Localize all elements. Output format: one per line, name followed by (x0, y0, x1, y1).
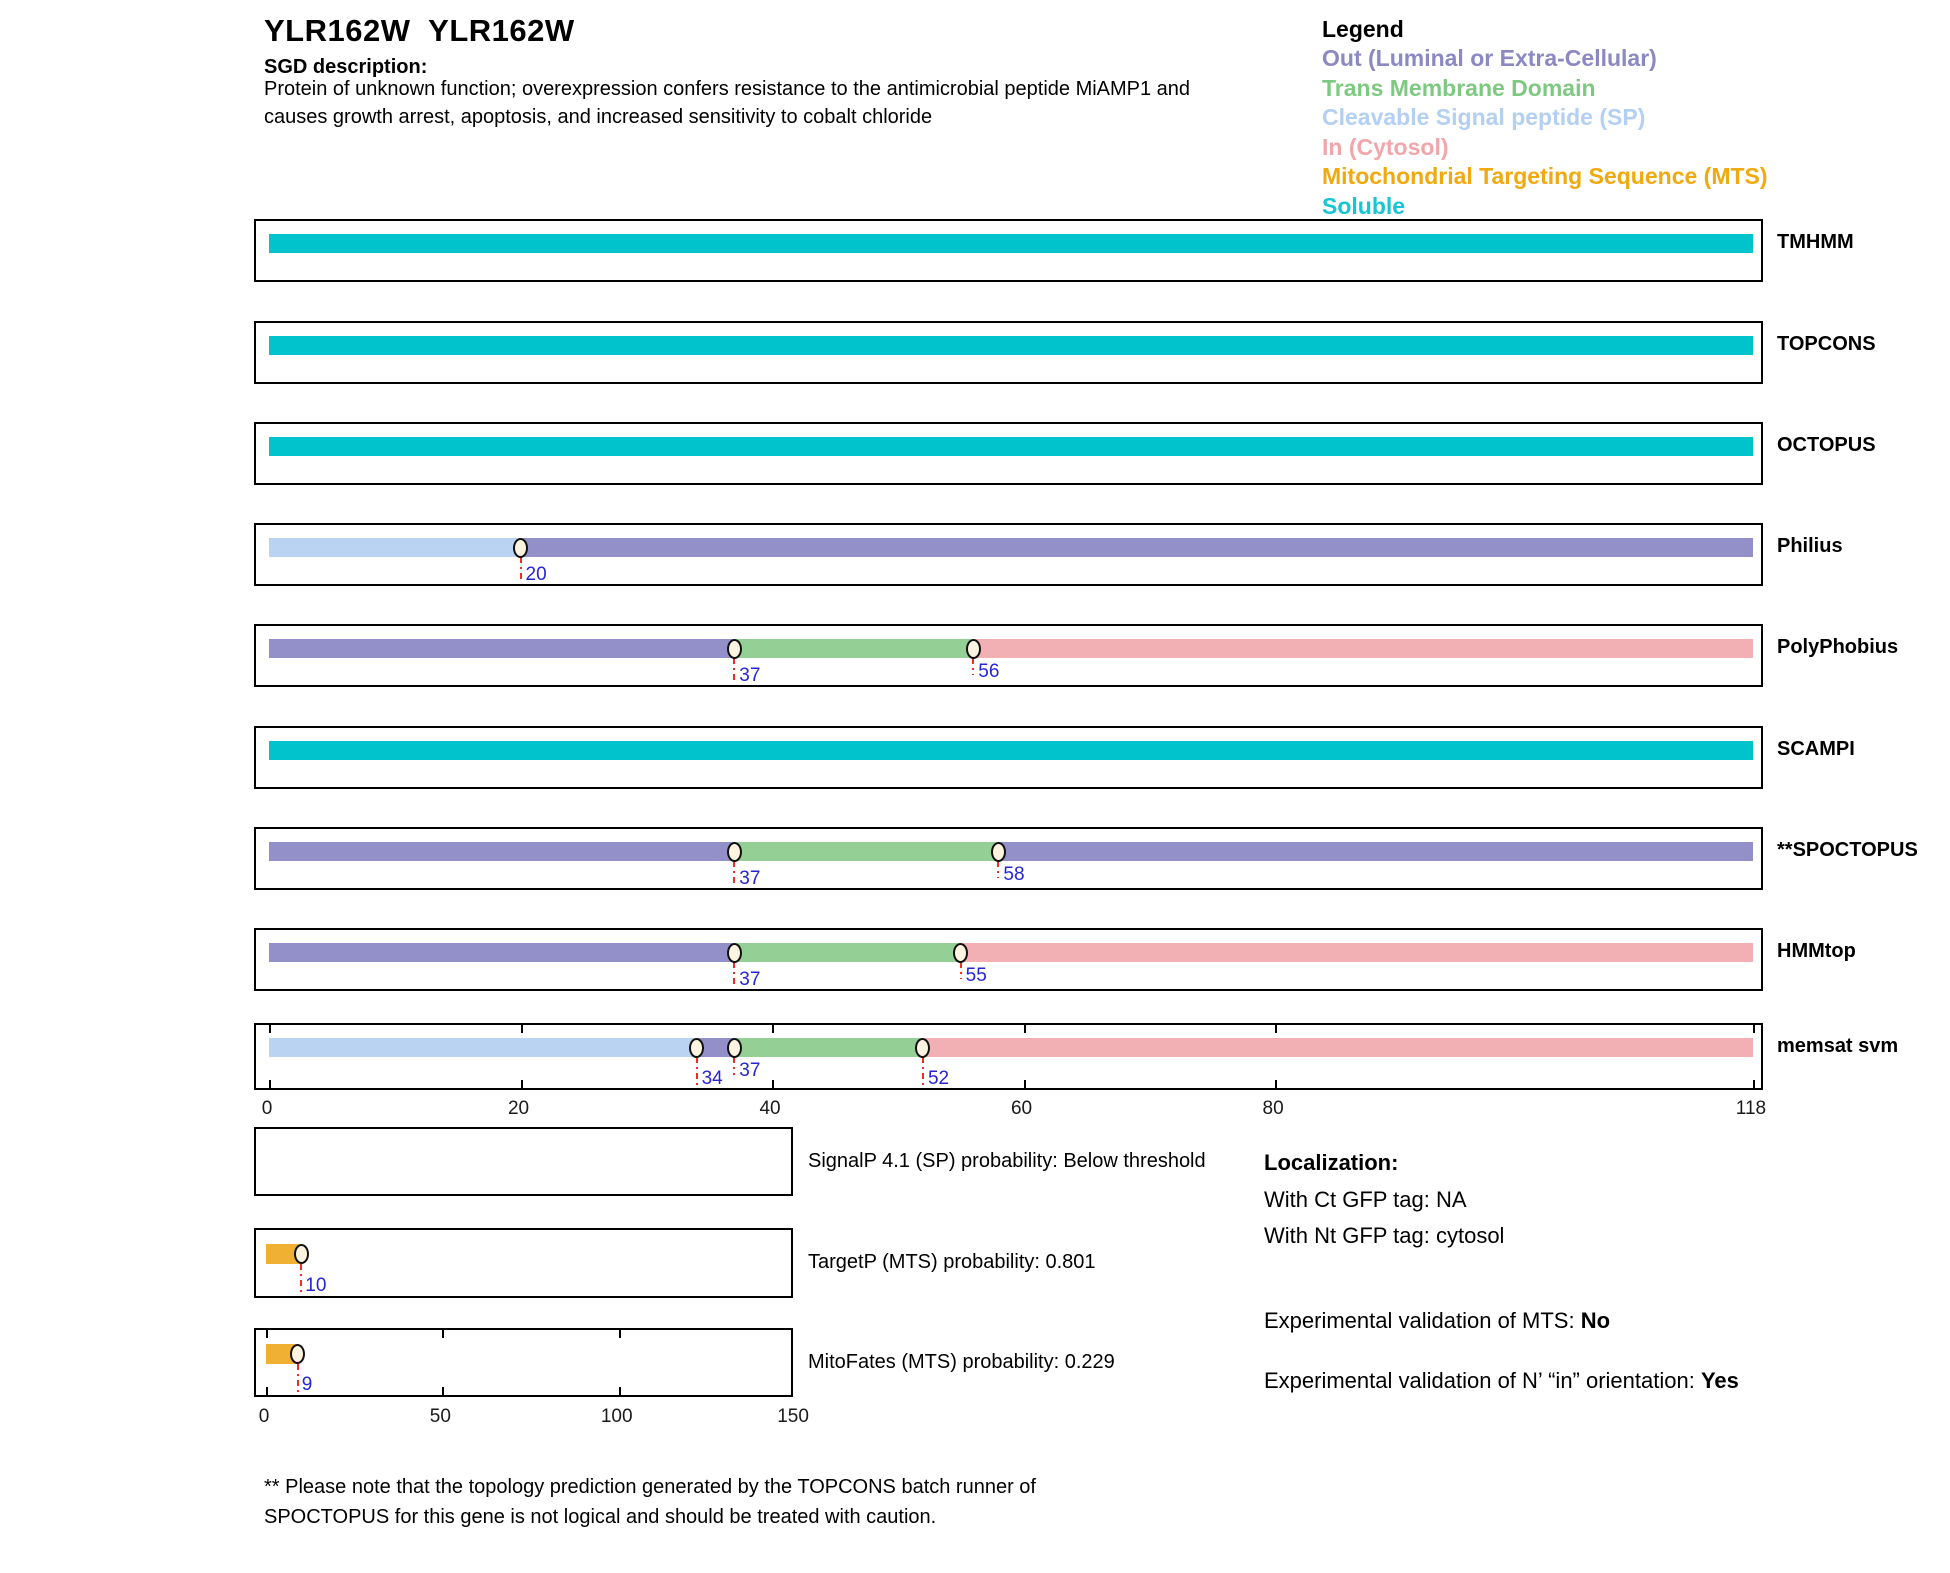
boundary-line (520, 557, 522, 583)
boundary-position-label: 55 (965, 965, 987, 986)
boundary-position-label: 37 (739, 665, 761, 686)
segment-sp (269, 538, 521, 557)
axis-tick-bottom (772, 1080, 774, 1088)
boundary-line (300, 1264, 302, 1295)
residue-axis-label: 80 (1262, 1098, 1284, 1119)
probability-caption-mitofates: MitoFates (MTS) probability: 0.229 (808, 1350, 1115, 1373)
probability-plot-targetp (254, 1228, 793, 1298)
axis-tick-bottom (521, 1080, 523, 1088)
segment-in (973, 639, 1753, 658)
track-octopus (254, 422, 1763, 485)
boundary-position-label: 52 (927, 1068, 950, 1089)
boundary-marker-circle (294, 1244, 309, 1264)
segment-sp (269, 1038, 697, 1057)
orientation-validation-value: Yes (1700, 1368, 1739, 1393)
track-polyphobius (254, 624, 1763, 687)
residue-axis-label: 0 (261, 1098, 273, 1119)
axis-tick-top (442, 1330, 444, 1338)
segment-out (998, 842, 1753, 861)
axis-tick-top (619, 1330, 621, 1338)
axis-tick-bottom (1753, 1080, 1755, 1088)
track-scampi (254, 726, 1763, 789)
residue-axis-label: 40 (759, 1098, 781, 1119)
legend-item-sp: Cleavable Signal peptide (SP) (1322, 104, 1646, 130)
legend-item-mts: Mitochondrial Targeting Sequence (MTS) (1322, 163, 1768, 189)
track-label-4: PolyPhobius (1777, 636, 1899, 658)
boundary-line (922, 1057, 924, 1087)
boundary-marker-circle (513, 538, 528, 558)
segment-soluble (269, 437, 1753, 456)
track-label-0: TMHMM (1777, 231, 1854, 253)
segment-out (521, 538, 1753, 557)
track-label-5: SCAMPI (1777, 738, 1855, 760)
probability-axis-label: 50 (429, 1406, 451, 1427)
axis-tick-bottom (442, 1387, 444, 1395)
axis-tick-top (269, 1025, 271, 1033)
legend-item-tm: Trans Membrane Domain (1322, 74, 1596, 101)
axis-tick-top (1753, 1025, 1755, 1033)
legend-item-soluble: Soluble (1322, 192, 1406, 219)
track-memsat-svm (254, 1023, 1763, 1090)
axis-tick-bottom (619, 1387, 621, 1395)
mts-validation (1264, 1308, 1610, 1334)
residue-axis-label: 60 (1010, 1098, 1033, 1119)
track-topcons (254, 321, 1763, 384)
legend-items (1322, 44, 1768, 221)
axis-tick-bottom (1275, 1080, 1277, 1088)
segment-tm (734, 639, 973, 658)
sgd-description-line1: Protein of unknown function; overexpression confers resistance to the antimicrobial peptide MiAMP1 and (264, 78, 1191, 100)
boundary-line (696, 1057, 698, 1087)
localization-header: Localization: (1264, 1150, 1399, 1175)
residue-axis-label: 20 (507, 1098, 530, 1119)
boundary-marker-circle (727, 1038, 742, 1058)
boundary-marker-circle (689, 1038, 704, 1058)
axis-tick-bottom (1024, 1080, 1026, 1088)
boundary-line (733, 1057, 735, 1075)
boundary-marker-circle (915, 1038, 930, 1058)
probability-axis-label: 0 (258, 1406, 270, 1427)
boundary-marker-circle (991, 842, 1006, 862)
boundary-marker-circle (953, 943, 968, 963)
segment-soluble (269, 336, 1753, 355)
probability-axis-label: 100 (600, 1406, 633, 1427)
track-label-1: TOPCONS (1777, 333, 1876, 355)
segment-soluble (269, 741, 1753, 760)
boundary-position-label: 37 (739, 969, 761, 990)
probability-caption-targetp: TargetP (MTS) probability: 0.801 (808, 1251, 1096, 1273)
sgd-description-label: SGD description: (264, 56, 428, 78)
axis-tick-bottom (266, 1387, 268, 1395)
boundary-position-label: 20 (525, 564, 547, 585)
track-tmhmm (254, 219, 1763, 282)
gene-title: YLR162W YLR162W (264, 13, 575, 48)
axis-tick-bottom (269, 1080, 271, 1088)
probability-plot-signalp (254, 1127, 793, 1196)
track-philius (254, 523, 1763, 586)
boundary-position-label: 37 (739, 868, 761, 889)
probability-axis-label: 150 (777, 1406, 809, 1427)
legend-title: Legend (1322, 16, 1404, 42)
segment-tm (734, 842, 998, 861)
track-label-7: HMMtop (1777, 940, 1856, 962)
orientation-validation-label: Experimental validation of N’ “in” orientation: (1264, 1368, 1701, 1393)
orientation-validation (1264, 1368, 1739, 1394)
segment-tm (734, 1038, 923, 1057)
segment-out (269, 943, 734, 962)
boundary-line (972, 658, 974, 675)
boundary-line (733, 962, 735, 988)
segment-soluble (269, 234, 1753, 253)
segment-in (961, 943, 1753, 962)
track--spoctopus (254, 827, 1763, 890)
boundary-line (997, 861, 999, 878)
boundary-position-label: 34 (701, 1068, 723, 1089)
track-label-3: Philius (1777, 535, 1843, 557)
track-label-6: **SPOCTOPUS (1777, 839, 1918, 861)
boundary-marker-circle (727, 842, 742, 862)
boundary-position-label: 10 (305, 1275, 327, 1296)
boundary-marker-circle (727, 639, 742, 659)
nt-gfp-tag: With Nt GFP tag: cytosol (1264, 1223, 1505, 1248)
track-label-8: memsat svm (1777, 1035, 1899, 1057)
axis-tick-top (266, 1330, 268, 1338)
track-label-2: OCTOPUS (1777, 434, 1876, 456)
boundary-line (960, 962, 962, 979)
track-hmmtop (254, 928, 1763, 991)
sgd-description-line2: causes growth arrest, apoptosis, and increased sensitivity to cobalt chloride (264, 106, 933, 128)
residue-axis-label: 118 (1735, 1098, 1767, 1119)
segment-out (269, 639, 734, 658)
segment-out (269, 842, 734, 861)
boundary-position-label: 9 (301, 1374, 313, 1395)
footnote-line1: ** Please note that the topology prediction generated by the TOPCONS batch runner of (264, 1476, 1036, 1498)
probability-plot-mitofates (254, 1328, 793, 1397)
segment-tm (734, 943, 960, 962)
axis-tick-top (1275, 1025, 1277, 1033)
axis-tick-top (521, 1025, 523, 1033)
mts-validation-label: Experimental validation of MTS: (1264, 1308, 1581, 1333)
legend-item-out: Out (Luminal or Extra-Cellular) (1322, 45, 1657, 71)
segment-in (923, 1038, 1753, 1057)
boundary-marker-circle (290, 1344, 305, 1364)
mts-validation-value: No (1580, 1308, 1611, 1333)
axis-tick-top (1024, 1025, 1026, 1033)
legend (1322, 14, 1768, 221)
boundary-line (297, 1364, 299, 1394)
boundary-line (733, 658, 735, 684)
boundary-marker-circle (966, 639, 981, 659)
boundary-position-label: 58 (1003, 864, 1025, 885)
footnote-line2: SPOCTOPUS for this gene is not logical and should be treated with caution. (264, 1506, 937, 1528)
boundary-position-label: 56 (978, 661, 1000, 682)
legend-item-in: In (Cytosol) (1322, 133, 1449, 160)
boundary-position-label: 37 (739, 1060, 761, 1081)
ct-gfp-tag: With Ct GFP tag: NA (1264, 1187, 1467, 1212)
boundary-marker-circle (727, 943, 742, 963)
probability-caption-signalp: SignalP 4.1 (SP) probability: Below threshold (808, 1149, 1206, 1172)
boundary-line (733, 861, 735, 887)
axis-tick-top (772, 1025, 774, 1033)
